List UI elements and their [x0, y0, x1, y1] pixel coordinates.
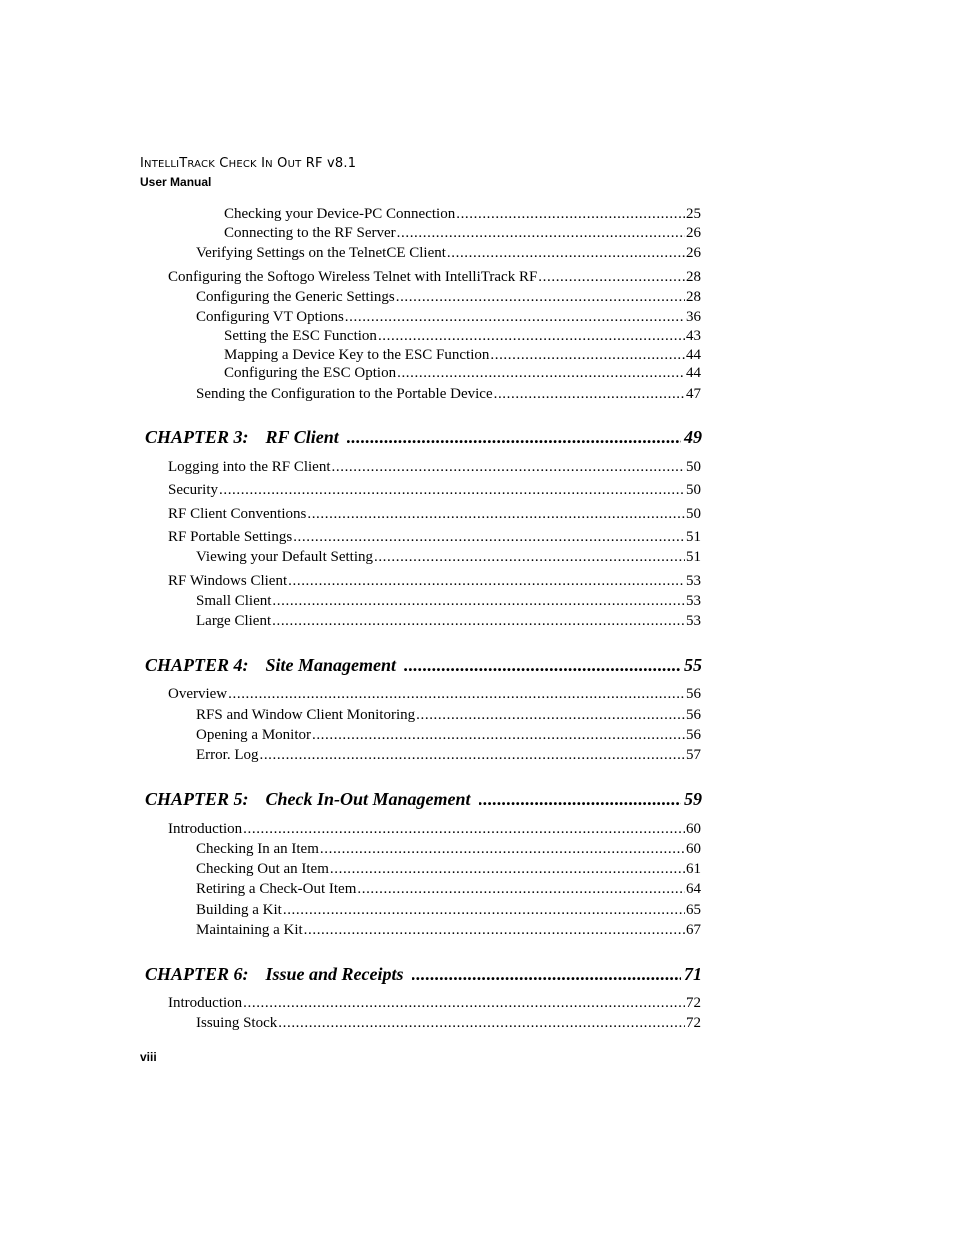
dot-leader [412, 964, 681, 985]
dot-leader [283, 901, 685, 919]
toc-entry-page: 56 [686, 686, 701, 702]
toc-entry-page: 60 [686, 821, 701, 837]
dot-leader [332, 458, 685, 476]
toc-entry-title: Verifying Settings on the TelnetCE Client [196, 245, 446, 261]
toc-entry[interactable] [224, 205, 701, 223]
toc-entry-page: 56 [686, 727, 701, 743]
toc-entry-title: Maintaining a Kit [196, 922, 303, 938]
toc-entry[interactable] [196, 706, 701, 724]
toc-entry-page: 26 [686, 245, 701, 261]
toc-entry-page: 53 [686, 593, 701, 609]
toc-entry[interactable] [196, 880, 701, 898]
toc-entry-page: 72 [686, 995, 701, 1011]
toc-entry[interactable] [196, 860, 701, 878]
dot-leader [304, 921, 685, 939]
toc-entry-title: Checking In an Item [196, 841, 319, 857]
dot-leader [259, 746, 685, 764]
dot-leader [243, 994, 685, 1012]
toc-entry-title: Setting the ESC Function [224, 328, 377, 344]
toc-entry-title: Retiring a Check-Out Item [196, 881, 357, 897]
dot-leader [397, 364, 685, 382]
toc-entry[interactable] [224, 327, 701, 345]
chapter-page: 59 [684, 789, 702, 809]
chapter-number: CHAPTER 3: [145, 427, 249, 447]
dot-leader [494, 385, 685, 403]
toc-entry[interactable] [196, 612, 701, 630]
toc-entry[interactable] [168, 994, 701, 1012]
dot-leader [479, 789, 681, 810]
toc-entry-page: 53 [686, 613, 701, 629]
toc-entry-title: Opening a Monitor [196, 727, 311, 743]
dot-leader [378, 327, 685, 345]
toc-entry-title: Large Client [196, 613, 272, 629]
toc-entry[interactable] [224, 224, 701, 242]
dot-leader [447, 244, 685, 262]
dot-leader [243, 820, 685, 838]
chapter-title: Check In-Out Management [265, 789, 471, 809]
toc-entry[interactable] [168, 268, 701, 286]
toc-entry-page: 50 [686, 482, 701, 498]
toc-entry-title: Introduction [168, 821, 243, 837]
toc-entry-page: 44 [686, 347, 701, 363]
toc-entry[interactable] [168, 458, 701, 476]
toc-entry-title: RF Client Conventions [168, 506, 307, 522]
toc-entry[interactable] [196, 746, 701, 764]
dot-leader [307, 505, 685, 523]
toc-entry-page: 28 [686, 289, 701, 305]
dot-leader [347, 427, 681, 448]
toc-entry-page: 61 [686, 861, 701, 877]
dot-leader [416, 706, 685, 724]
toc-entry[interactable] [196, 288, 701, 306]
toc-entry-title: Sending the Configuration to the Portable Device [196, 386, 493, 402]
toc-entry-title: Small Client [196, 593, 272, 609]
toc-entry-page: 60 [686, 841, 701, 857]
dot-leader [345, 308, 685, 326]
toc-entry-title: Configuring the Generic Settings [196, 289, 395, 305]
dot-leader [330, 860, 685, 878]
toc-entry-title: Connecting to the RF Server [224, 225, 396, 241]
chapter-page: 55 [684, 655, 702, 675]
toc-entry-page: 25 [686, 206, 701, 222]
toc-entry-page: 50 [686, 459, 701, 475]
dot-leader [272, 612, 685, 630]
toc-entry-title: RF Windows Client [168, 573, 288, 589]
chapter-heading[interactable] [145, 427, 702, 448]
toc-entry[interactable] [168, 820, 701, 838]
toc-entry[interactable] [196, 308, 701, 326]
toc-entry-page: 47 [686, 386, 701, 402]
dot-leader [357, 880, 685, 898]
toc-entry-title: Logging into the RF Client [168, 459, 331, 475]
toc-entry-page: 72 [686, 1015, 701, 1031]
toc-entry-page: 57 [686, 747, 701, 763]
toc-entry-title: Building a Kit [196, 902, 282, 918]
toc-entry-page: 28 [686, 269, 701, 285]
toc-entry-page: 43 [686, 328, 701, 344]
dot-leader [293, 528, 685, 546]
toc-entry-title: Viewing your Default Setting [196, 549, 373, 565]
toc-entry[interactable] [168, 505, 701, 523]
dot-leader [396, 288, 685, 306]
running-header-subtitle: User Manual [140, 175, 212, 189]
dot-leader [374, 548, 685, 566]
toc-entry-page: 36 [686, 309, 701, 325]
dot-leader [228, 685, 685, 703]
dot-leader [490, 346, 685, 364]
toc-entry[interactable] [168, 572, 701, 590]
toc-entry-title: RF Portable Settings [168, 529, 293, 545]
page-number: viii [140, 1050, 157, 1064]
dot-leader [404, 655, 681, 676]
toc-entry-title: Introduction [168, 995, 243, 1011]
toc-entry[interactable] [196, 244, 701, 262]
toc-entry-title: Overview [168, 686, 228, 702]
chapter-number: CHAPTER 5: [145, 789, 249, 809]
toc-entry[interactable] [196, 901, 701, 919]
toc-entry-page: 67 [686, 922, 701, 938]
toc-entry[interactable] [196, 1014, 701, 1032]
toc-entry[interactable] [224, 346, 701, 364]
dot-leader [312, 726, 685, 744]
toc-entry-title: Configuring VT Options [196, 309, 344, 325]
toc-entry-page: 50 [686, 506, 701, 522]
chapter-heading[interactable] [145, 655, 702, 676]
chapter-page: 49 [684, 427, 702, 447]
toc-entry-page: 26 [686, 225, 701, 241]
chapter-number: CHAPTER 6: [145, 964, 249, 984]
toc-entry[interactable] [196, 921, 701, 939]
toc-entry[interactable] [168, 685, 701, 703]
toc-entry[interactable] [168, 481, 701, 499]
toc-entry-title: Checking Out an Item [196, 861, 329, 877]
dot-leader [320, 840, 685, 858]
toc-entry[interactable] [196, 385, 701, 403]
dot-leader [538, 268, 685, 286]
chapter-heading[interactable] [145, 789, 702, 810]
toc-entry-title: RFS and Window Client Monitoring [196, 707, 416, 723]
toc-entry[interactable] [196, 548, 701, 566]
toc-entry-title: Checking your Device-PC Connection [224, 206, 456, 222]
toc-entry[interactable] [196, 726, 701, 744]
toc-entry-page: 44 [686, 365, 701, 381]
toc-entry-page: 51 [686, 549, 701, 565]
chapter-title: Issue and Receipts [265, 964, 404, 984]
toc-entry-title: Configuring the Softogo Wireless Telnet with IntelliTrack RF [168, 269, 538, 285]
toc-entry-page: 51 [686, 529, 701, 545]
toc-entry[interactable] [168, 528, 701, 546]
toc-entry-page: 53 [686, 573, 701, 589]
toc-entry[interactable] [196, 592, 701, 610]
running-header-title: INTELLITRACK CHECK IN OUT RF v8.1 [140, 156, 357, 171]
toc-entry-page: 64 [686, 881, 701, 897]
chapter-title: RF Client [265, 427, 339, 447]
dot-leader [272, 592, 685, 610]
dot-leader [219, 481, 685, 499]
toc-entry-page: 65 [686, 902, 701, 918]
toc-entry-page: 56 [686, 707, 701, 723]
toc-entry-title: Issuing Stock [196, 1015, 278, 1031]
chapter-number: CHAPTER 4: [145, 655, 249, 675]
toc-entry-title: Mapping a Device Key to the ESC Function [224, 347, 490, 363]
chapter-title: Site Management [265, 655, 397, 675]
chapter-heading[interactable] [145, 964, 702, 985]
toc-entry[interactable] [196, 840, 701, 858]
dot-leader [397, 224, 685, 242]
toc-entry[interactable] [224, 364, 701, 382]
toc-entry-title: Security [168, 482, 218, 498]
toc-entry-title: Error. Log [196, 747, 259, 763]
dot-leader [456, 205, 685, 223]
toc-entry-title: Configuring the ESC Option [224, 365, 397, 381]
dot-leader [278, 1014, 685, 1032]
dot-leader [288, 572, 685, 590]
chapter-page: 71 [684, 964, 702, 984]
